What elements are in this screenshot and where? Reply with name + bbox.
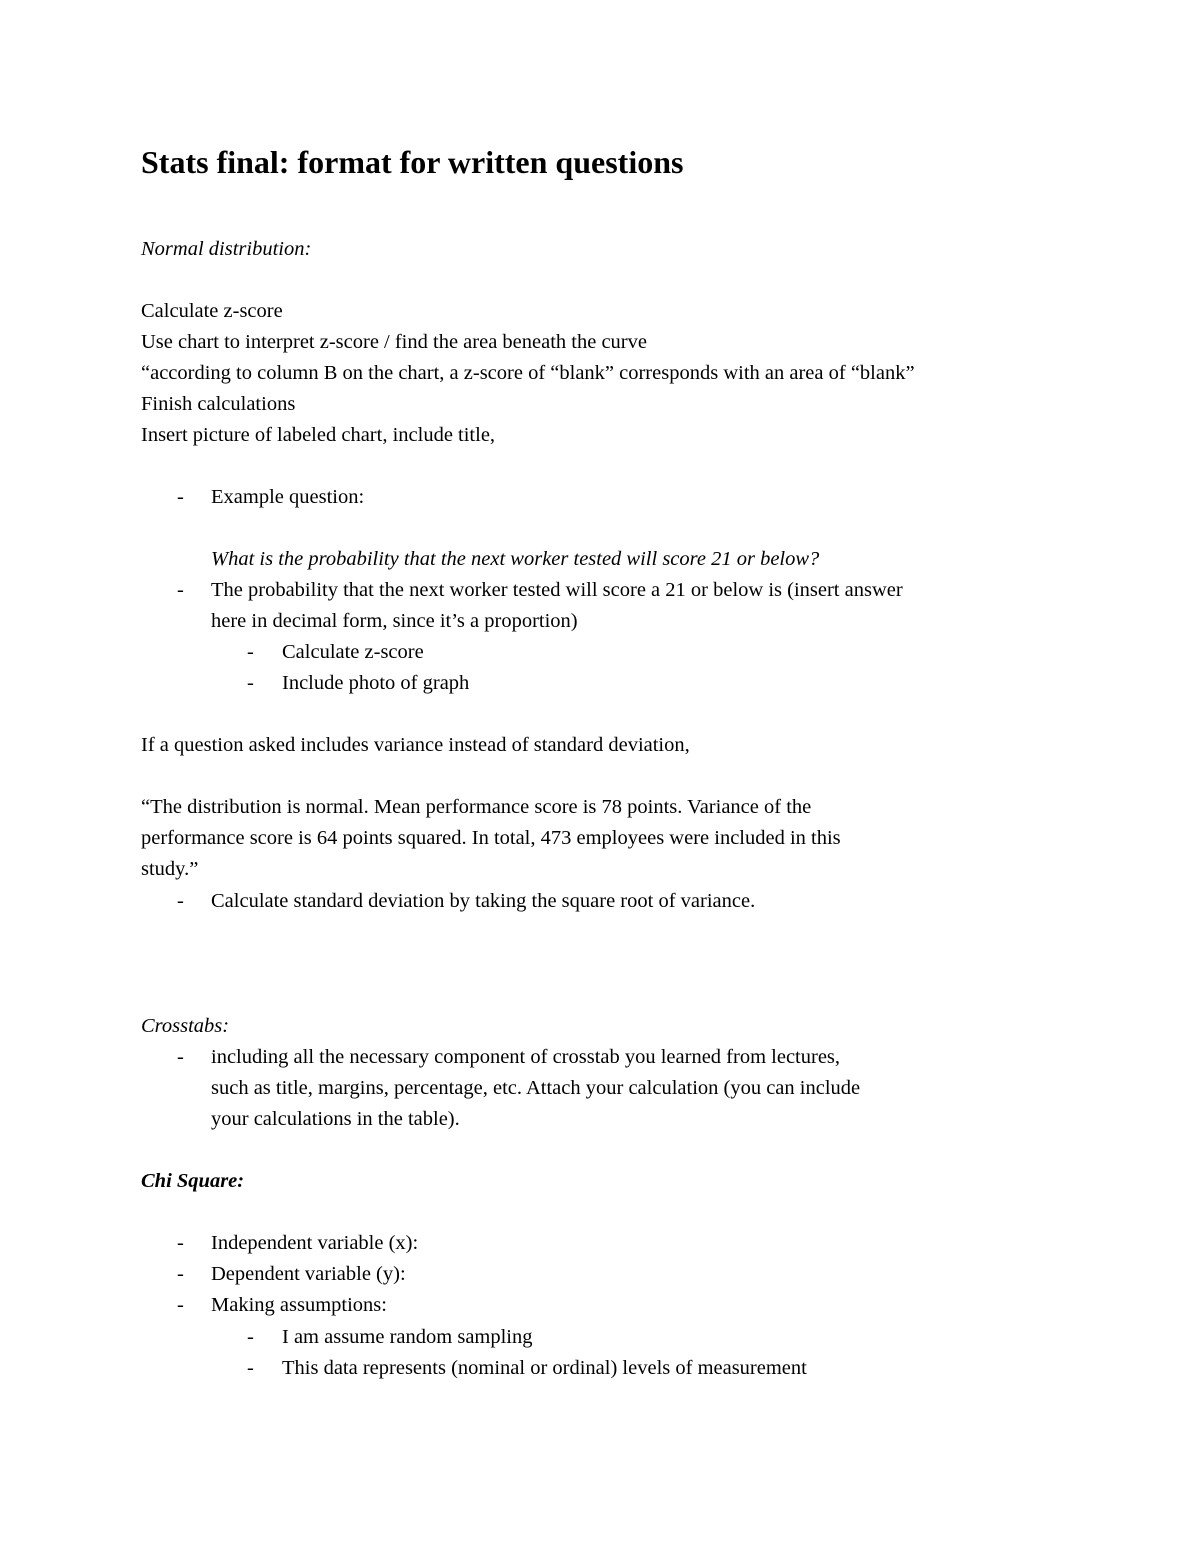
bullet-dash: - [177,486,184,508]
bullet-dash: - [177,1294,184,1316]
answer-line: here in decimal form, since it’s a proportion) [211,610,578,632]
example-label: Example question: [211,486,365,508]
bullet-dash: - [177,1046,184,1068]
bullet-dash: - [177,579,184,601]
sub-item: Include photo of graph [282,672,470,694]
step-line: Calculate z-score [141,300,283,322]
chi-square-heading: Chi Square: [141,1170,245,1192]
bullet-dash: - [247,641,254,663]
step-line: Use chart to interpret z-score / find the area beneath the curve [141,331,647,353]
bullet-dash: - [177,1263,184,1285]
quote-line: study.” [141,858,199,880]
quote-line: performance score is 64 points squared. In total, 473 employees were included in this [141,827,841,849]
bullet-dash: - [247,672,254,694]
assumption-item: This data represents (nominal or ordinal) levels of measurement [282,1357,807,1379]
sd-note: Calculate standard deviation by taking the square root of variance. [211,890,756,912]
bullet-dash: - [247,1326,254,1348]
step-line: “according to column B on the chart, a z-score of “blank” corresponds with an area of “blank” [141,362,915,384]
step-line: Finish calculations [141,393,296,415]
chi-item: Independent variable (x): [211,1232,419,1254]
crosstabs-line: including all the necessary component of crosstab you learned from lectures, [211,1046,841,1068]
bullet-dash: - [177,890,184,912]
crosstabs-line: your calculations in the table). [211,1108,460,1130]
assumption-item: I am assume random sampling [282,1326,533,1348]
document-title: Stats final: format for written questions [141,144,684,180]
bullet-dash: - [177,1232,184,1254]
crosstabs-heading: Crosstabs: [141,1015,230,1037]
step-line: Insert picture of labeled chart, include title, [141,424,496,446]
example-question: What is the probability that the next worker tested will score 21 or below? [211,548,820,570]
crosstabs-line: such as title, margins, percentage, etc. Attach your calculation (you can include [211,1077,861,1099]
normal-distribution-heading: Normal distribution: [141,238,312,260]
bullet-dash: - [247,1357,254,1379]
answer-line: The probability that the next worker tested will score a 21 or below is (insert answer [211,579,903,601]
quote-line: “The distribution is normal. Mean performance score is 78 points. Variance of the [141,796,812,818]
chi-item: Dependent variable (y): [211,1263,406,1285]
sub-item: Calculate z-score [282,641,424,663]
chi-item: Making assumptions: [211,1294,387,1316]
variance-intro: If a question asked includes variance instead of standard deviation, [141,734,690,756]
